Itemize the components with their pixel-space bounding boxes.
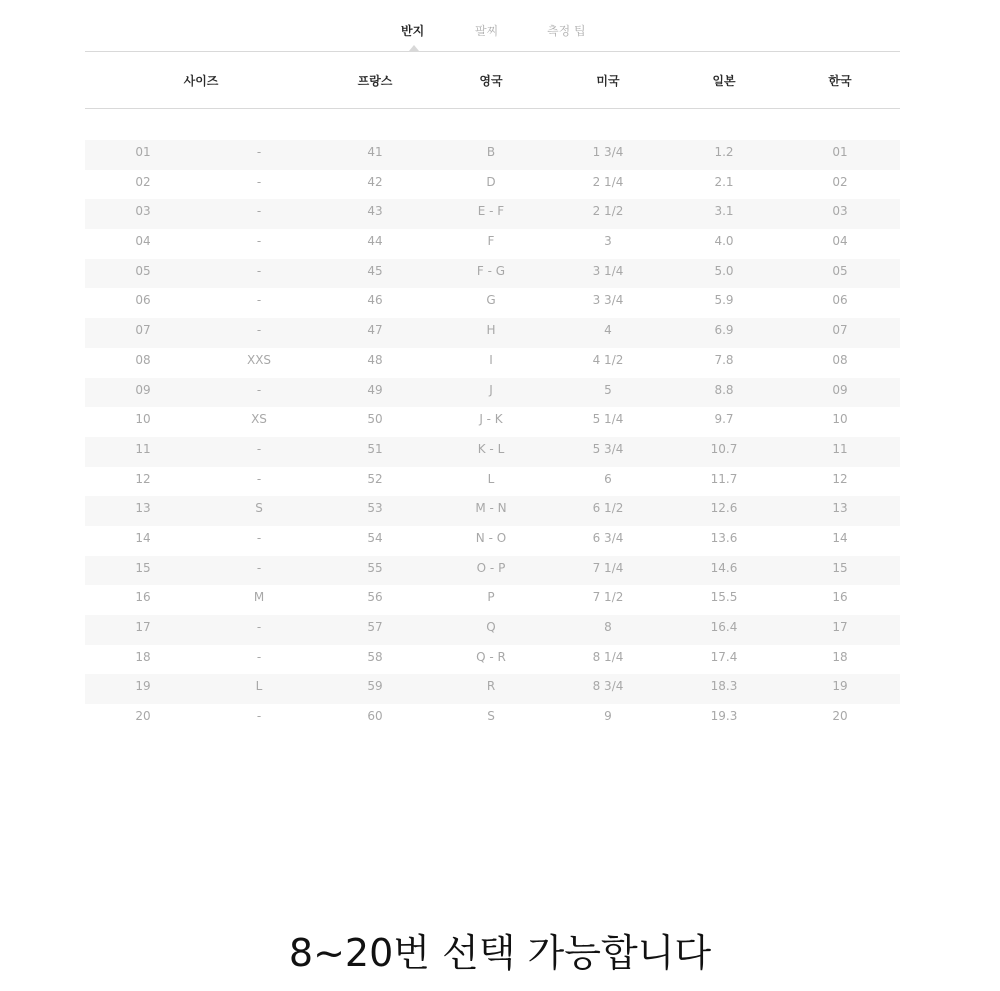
cell-size-number: 20: [135, 709, 151, 724]
cell-japan: 2.1: [714, 174, 734, 189]
table-row: [85, 615, 900, 645]
cell-size-letter: S: [255, 501, 263, 516]
cell-size-number: 15: [135, 560, 151, 575]
cell-japan: 4.0: [714, 234, 734, 249]
cell-size-number: 11: [135, 441, 151, 456]
cell-korea: 07: [832, 323, 848, 338]
cell-france: 41: [367, 145, 383, 159]
cell-size-letter: -: [256, 382, 262, 397]
cell-uk: M - N: [475, 501, 507, 516]
cell-size-letter: XS: [251, 412, 267, 427]
table-row: [85, 645, 900, 675]
cell-uk: J - K: [479, 412, 503, 427]
header-bottom-divider: [85, 108, 900, 109]
cell-us: 9: [604, 709, 612, 724]
cell-korea: 17: [832, 620, 848, 634]
cell-us: 2 1/2: [592, 204, 624, 219]
cell-korea: 15: [832, 560, 848, 575]
size-table-body: [85, 140, 900, 734]
column-header-korea: 한국: [828, 74, 852, 88]
column-header-uk: 영국: [479, 74, 503, 88]
cell-us: 1 3/4: [592, 145, 624, 159]
cell-us: 4 1/2: [592, 352, 624, 367]
cell-size-letter: -: [256, 293, 262, 308]
cell-uk: R: [486, 679, 496, 694]
cell-size-number: 01: [135, 145, 151, 159]
cell-france: 57: [367, 620, 383, 634]
cell-uk: I: [489, 352, 493, 367]
table-row: [85, 170, 900, 200]
cell-size-number: 07: [135, 323, 151, 338]
cell-france: 43: [367, 204, 383, 219]
cell-size-number: 12: [135, 471, 151, 486]
table-row: [85, 348, 900, 378]
cell-size-number: 06: [135, 293, 151, 308]
cell-us: 6: [604, 471, 612, 486]
cell-japan: 15.5: [710, 590, 738, 605]
cell-uk: Q: [486, 620, 496, 634]
table-row: [85, 496, 900, 526]
selectable-range-note: 8~20번 선택 가능합니다: [288, 931, 712, 975]
cell-size-number: 09: [135, 382, 151, 397]
cell-size-number: 04: [135, 234, 151, 249]
cell-uk: E - F: [477, 204, 505, 219]
cell-japan: 18.3: [710, 679, 738, 694]
cell-size-letter: XXS: [246, 352, 272, 367]
cell-japan: 9.7: [714, 412, 734, 427]
cell-size-letter: -: [256, 441, 262, 456]
cell-us: 3: [604, 234, 612, 249]
cell-france: 56: [367, 590, 383, 605]
cell-size-number: 19: [135, 679, 151, 694]
cell-size-letter: -: [256, 145, 262, 159]
cell-uk: Q - R: [476, 649, 506, 664]
cell-us: 7 1/2: [592, 590, 624, 605]
cell-us: 2 1/4: [592, 174, 624, 189]
cell-france: 58: [367, 649, 383, 664]
cell-uk: P: [487, 590, 495, 605]
cell-france: 51: [367, 441, 383, 456]
tab-measuring-tips[interactable]: 측정 팁: [547, 24, 586, 38]
cell-france: 53: [367, 501, 383, 516]
cell-france: 60: [367, 709, 383, 724]
tab-bracelet[interactable]: 팔찌: [475, 24, 499, 38]
cell-size-letter: -: [256, 471, 262, 486]
cell-korea: 10: [832, 412, 848, 427]
cell-japan: 11.7: [710, 471, 738, 486]
cell-size-letter: -: [256, 204, 262, 219]
tab-ring[interactable]: 반지: [401, 24, 425, 38]
table-row: [85, 526, 900, 556]
cell-korea: 18: [832, 649, 848, 664]
cell-uk: O - P: [476, 560, 506, 575]
cell-france: 50: [367, 412, 383, 427]
cell-uk: H: [486, 323, 496, 338]
table-row: [85, 199, 900, 229]
cell-japan: 7.8: [714, 352, 734, 367]
cell-japan: 19.3: [710, 709, 738, 724]
cell-size-letter: -: [256, 620, 262, 634]
cell-france: 47: [367, 323, 383, 338]
cell-france: 59: [367, 679, 383, 694]
cell-us: 5 1/4: [592, 412, 624, 427]
cell-uk: F - G: [476, 263, 506, 278]
cell-size-letter: -: [256, 323, 262, 338]
cell-japan: 16.4: [710, 620, 738, 634]
cell-france: 44: [367, 234, 383, 249]
size-guide-tabs: [0, 20, 1000, 52]
cell-korea: 20: [832, 709, 848, 724]
cell-size-number: 13: [135, 501, 151, 516]
cell-korea: 04: [832, 234, 848, 249]
table-row: [85, 585, 900, 615]
table-row: [85, 378, 900, 408]
cell-us: 6 3/4: [592, 530, 624, 545]
cell-korea: 05: [832, 263, 848, 278]
cell-us: 3 3/4: [592, 293, 624, 308]
cell-japan: 8.8: [714, 382, 734, 397]
table-row: [85, 467, 900, 497]
cell-size-number: 08: [135, 352, 151, 367]
cell-uk: L: [487, 471, 495, 486]
cell-korea: 09: [832, 382, 848, 397]
cell-japan: 3.1: [714, 204, 734, 219]
table-row: [85, 229, 900, 259]
cell-size-number: 18: [135, 649, 151, 664]
cell-france: 46: [367, 293, 383, 308]
cell-france: 48: [367, 352, 383, 367]
cell-size-number: 05: [135, 263, 151, 278]
cell-uk: G: [486, 293, 496, 308]
cell-uk: S: [487, 709, 495, 724]
cell-size-number: 10: [135, 412, 151, 427]
cell-korea: 03: [832, 204, 848, 219]
table-row: [85, 704, 900, 734]
cell-us: 4: [604, 323, 612, 338]
cell-japan: 1.2: [714, 145, 734, 159]
cell-uk: B: [486, 145, 496, 159]
table-row: [85, 437, 900, 467]
cell-size-letter: -: [256, 560, 262, 575]
cell-korea: 16: [832, 590, 848, 605]
column-header-japan: 일본: [712, 74, 736, 88]
cell-korea: 11: [832, 441, 848, 456]
cell-france: 54: [367, 530, 383, 545]
table-row: [85, 140, 900, 170]
cell-japan: 6.9: [714, 323, 734, 338]
cell-uk: N - O: [475, 530, 507, 545]
cell-japan: 17.4: [710, 649, 738, 664]
cell-size-letter: -: [256, 234, 262, 249]
cell-france: 42: [367, 174, 383, 189]
cell-korea: 08: [832, 352, 848, 367]
cell-uk: F: [487, 234, 495, 249]
cell-size-letter: M: [253, 590, 265, 605]
cell-us: 6 1/2: [592, 501, 624, 516]
cell-size-number: 16: [135, 590, 151, 605]
cell-size-letter: -: [256, 174, 262, 189]
column-header-france: 프랑스: [357, 74, 393, 88]
table-row: [85, 674, 900, 704]
table-row: [85, 556, 900, 586]
column-header-size: 사이즈: [183, 74, 219, 88]
table-row: [85, 259, 900, 289]
cell-size-number: 03: [135, 204, 151, 219]
cell-size-number: 17: [135, 620, 151, 634]
cell-japan: 13.6: [710, 530, 738, 545]
cell-france: 45: [367, 263, 383, 278]
cell-uk: D: [486, 174, 496, 189]
cell-uk: K - L: [477, 441, 505, 456]
cell-korea: 06: [832, 293, 848, 308]
cell-size-letter: -: [256, 709, 262, 724]
table-row: [85, 318, 900, 348]
cell-japan: 14.6: [710, 560, 738, 575]
cell-france: 49: [367, 382, 383, 397]
table-row: [85, 407, 900, 437]
cell-france: 55: [367, 560, 383, 575]
cell-us: 8 3/4: [592, 679, 624, 694]
cell-japan: 10.7: [710, 441, 738, 456]
cell-us: 8 1/4: [592, 649, 624, 664]
cell-size-number: 02: [135, 174, 151, 189]
cell-size-letter: -: [256, 530, 262, 545]
table-row: [85, 288, 900, 318]
cell-us: 3 1/4: [592, 263, 624, 278]
cell-korea: 01: [832, 145, 848, 159]
cell-us: 7 1/4: [592, 560, 624, 575]
cell-korea: 02: [832, 174, 848, 189]
cell-size-letter: -: [256, 263, 262, 278]
cell-us: 5: [604, 382, 612, 397]
cell-uk: J: [489, 382, 493, 397]
cell-france: 52: [367, 471, 383, 486]
cell-size-letter: -: [256, 649, 262, 664]
cell-us: 8: [604, 620, 612, 634]
cell-size-number: 14: [135, 530, 151, 545]
cell-korea: 13: [832, 501, 848, 516]
cell-japan: 12.6: [710, 501, 738, 516]
cell-japan: 5.9: [714, 293, 734, 308]
cell-us: 5 3/4: [592, 441, 624, 456]
cell-korea: 19: [832, 679, 848, 694]
column-header-us: 미국: [596, 74, 620, 88]
cell-korea: 14: [832, 530, 848, 545]
cell-japan: 5.0: [714, 263, 734, 278]
cell-size-letter: L: [255, 679, 263, 694]
table-header: [85, 52, 900, 108]
cell-korea: 12: [832, 471, 848, 486]
